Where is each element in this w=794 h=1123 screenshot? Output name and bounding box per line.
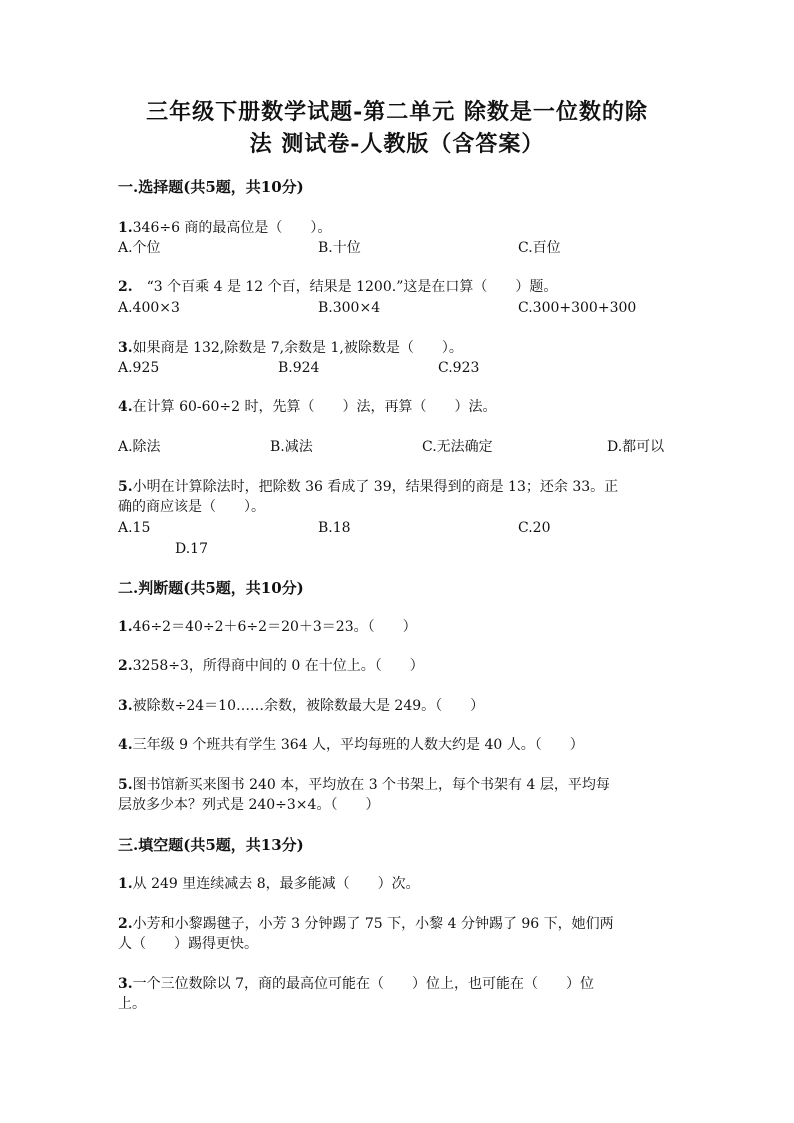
s2-q1-number: 1. (118, 619, 133, 635)
s2-q2-number: 2. (118, 658, 133, 674)
s1-q3-option-b: B.924 (278, 360, 320, 376)
s1-q5-option-d: D.17 (175, 541, 208, 557)
s1-q3-number: 3. (118, 340, 133, 356)
s1-q1-number: 1. (118, 220, 133, 236)
s3-q1-text: 从 249 里连续减去 8，最多能减（ ）次。 (132, 876, 420, 892)
s3-q2-text-1: 小芳和小黎踢毽子，小芳 3 分钟踢了 75 下，小黎 4 分钟踢了 96 下，她们两 (132, 916, 614, 932)
s1-q5-option-c: C.20 (518, 520, 551, 536)
s1-q3 (118, 338, 463, 358)
s3-q3-number: 3. (118, 976, 133, 992)
s3-q3-text-1: 一个三位数除以 7，商的最高位可能在（ ）位上，也可能在（ ）位 (132, 976, 594, 992)
s1-q2-text: “3 个百乘 4 是 12 个百，结果是 1200.”这是在口算（ ）题。 (132, 279, 558, 295)
s1-q5-line-1 (118, 477, 618, 497)
s1-q4-number: 4. (118, 399, 133, 415)
section-3-heading: 三.填空题(共5题，共13分) (118, 836, 304, 854)
s3-q3-line-1 (118, 974, 594, 994)
s1-q5-line-2: 确的商应该是（ ）。 (118, 499, 265, 515)
s3-q2-number: 2. (118, 916, 133, 932)
s2-q4 (118, 735, 584, 755)
s1-q3-option-c: C.923 (438, 360, 480, 376)
s2-q1-text: 46÷2＝40÷2＋6÷2＝20＋3＝23。（ ） (132, 619, 417, 635)
s2-q4-text: 三年级 9 个班共有学生 364 人，平均每班的人数大约是 40 人。（ ） (132, 737, 584, 753)
s1-q2-number: 2. (118, 279, 133, 295)
title-line-1: 三年级下册数学试题-第二单元 除数是一位数的除 (146, 99, 648, 125)
s2-q5-number: 5. (118, 777, 133, 793)
s2-q2-text: 3258÷3，所得商中间的 0 在十位上。（ ） (132, 658, 424, 674)
s3-q2-line-2: 人（ ）踢得更快。 (118, 936, 258, 952)
s2-q5-line-2: 层放多少本？列式是 240÷3×4。（ ） (118, 797, 380, 813)
s1-q4-option-d: D.都可以 (607, 439, 665, 455)
s1-q4-option-b: B.减法 (270, 439, 313, 455)
s1-q2 (118, 277, 557, 297)
s3-q2-line-1 (118, 914, 614, 934)
s1-q1-option-c: C.百位 (518, 240, 561, 256)
s2-q5-line-1 (118, 775, 610, 795)
s1-q5-option-a: A.15 (118, 520, 151, 536)
s3-q1 (118, 874, 420, 894)
s1-q1-option-a: A.个位 (118, 240, 161, 256)
section-1-heading: 一.选择题(共5题，共10分) (118, 178, 304, 196)
s1-q4-text: 在计算 60-60÷2 时，先算（ ）法，再算（ ）法。 (132, 399, 497, 415)
s2-q2 (118, 656, 424, 676)
s2-q3-number: 3. (118, 698, 133, 714)
s2-q4-number: 4. (118, 737, 133, 753)
s2-q3 (118, 696, 484, 716)
s1-q5-text-1: 小明在计算除法时，把除数 36 看成了 39，结果得到的商是 13；还余 33。正 (132, 479, 619, 495)
title-line-2: 法 测试卷-人教版（含答案） (249, 131, 545, 157)
s1-q5-number: 5. (118, 479, 133, 495)
s1-q2-option-c: C.300+300+300 (518, 300, 637, 316)
s2-q3-text: 被除数÷24＝10……余数，被除数最大是 249。（ ） (132, 698, 485, 714)
s1-q4 (118, 397, 497, 417)
s1-q3-text: 如果商是 132,除数是 7,余数是 1,被除数是（ ）。 (132, 340, 463, 356)
s1-q2-option-a: A.400×3 (118, 300, 180, 316)
s1-q1-text: 346÷6 商的最高位是（ ）。 (132, 220, 332, 236)
s1-q1-option-b: B.十位 (318, 240, 361, 256)
s2-q1 (118, 617, 417, 637)
section-2-heading: 二.判断题(共5题，共10分) (118, 579, 304, 597)
s1-q5-option-b: B.18 (318, 520, 351, 536)
s1-q2-option-b: B.300×4 (318, 300, 381, 316)
s1-q1 (118, 218, 331, 238)
s1-q3-option-a: A.925 (118, 360, 160, 376)
s1-q4-option-a: A.除法 (118, 439, 161, 455)
s2-q5-text-1: 图书馆新买来图书 240 本，平均放在 3 个书架上，每个书架有 4 层，平均每 (132, 777, 610, 793)
s1-q4-option-c: C.无法确定 (422, 439, 493, 455)
s3-q3-line-2: 上。 (118, 996, 146, 1012)
s3-q1-number: 1. (118, 876, 133, 892)
